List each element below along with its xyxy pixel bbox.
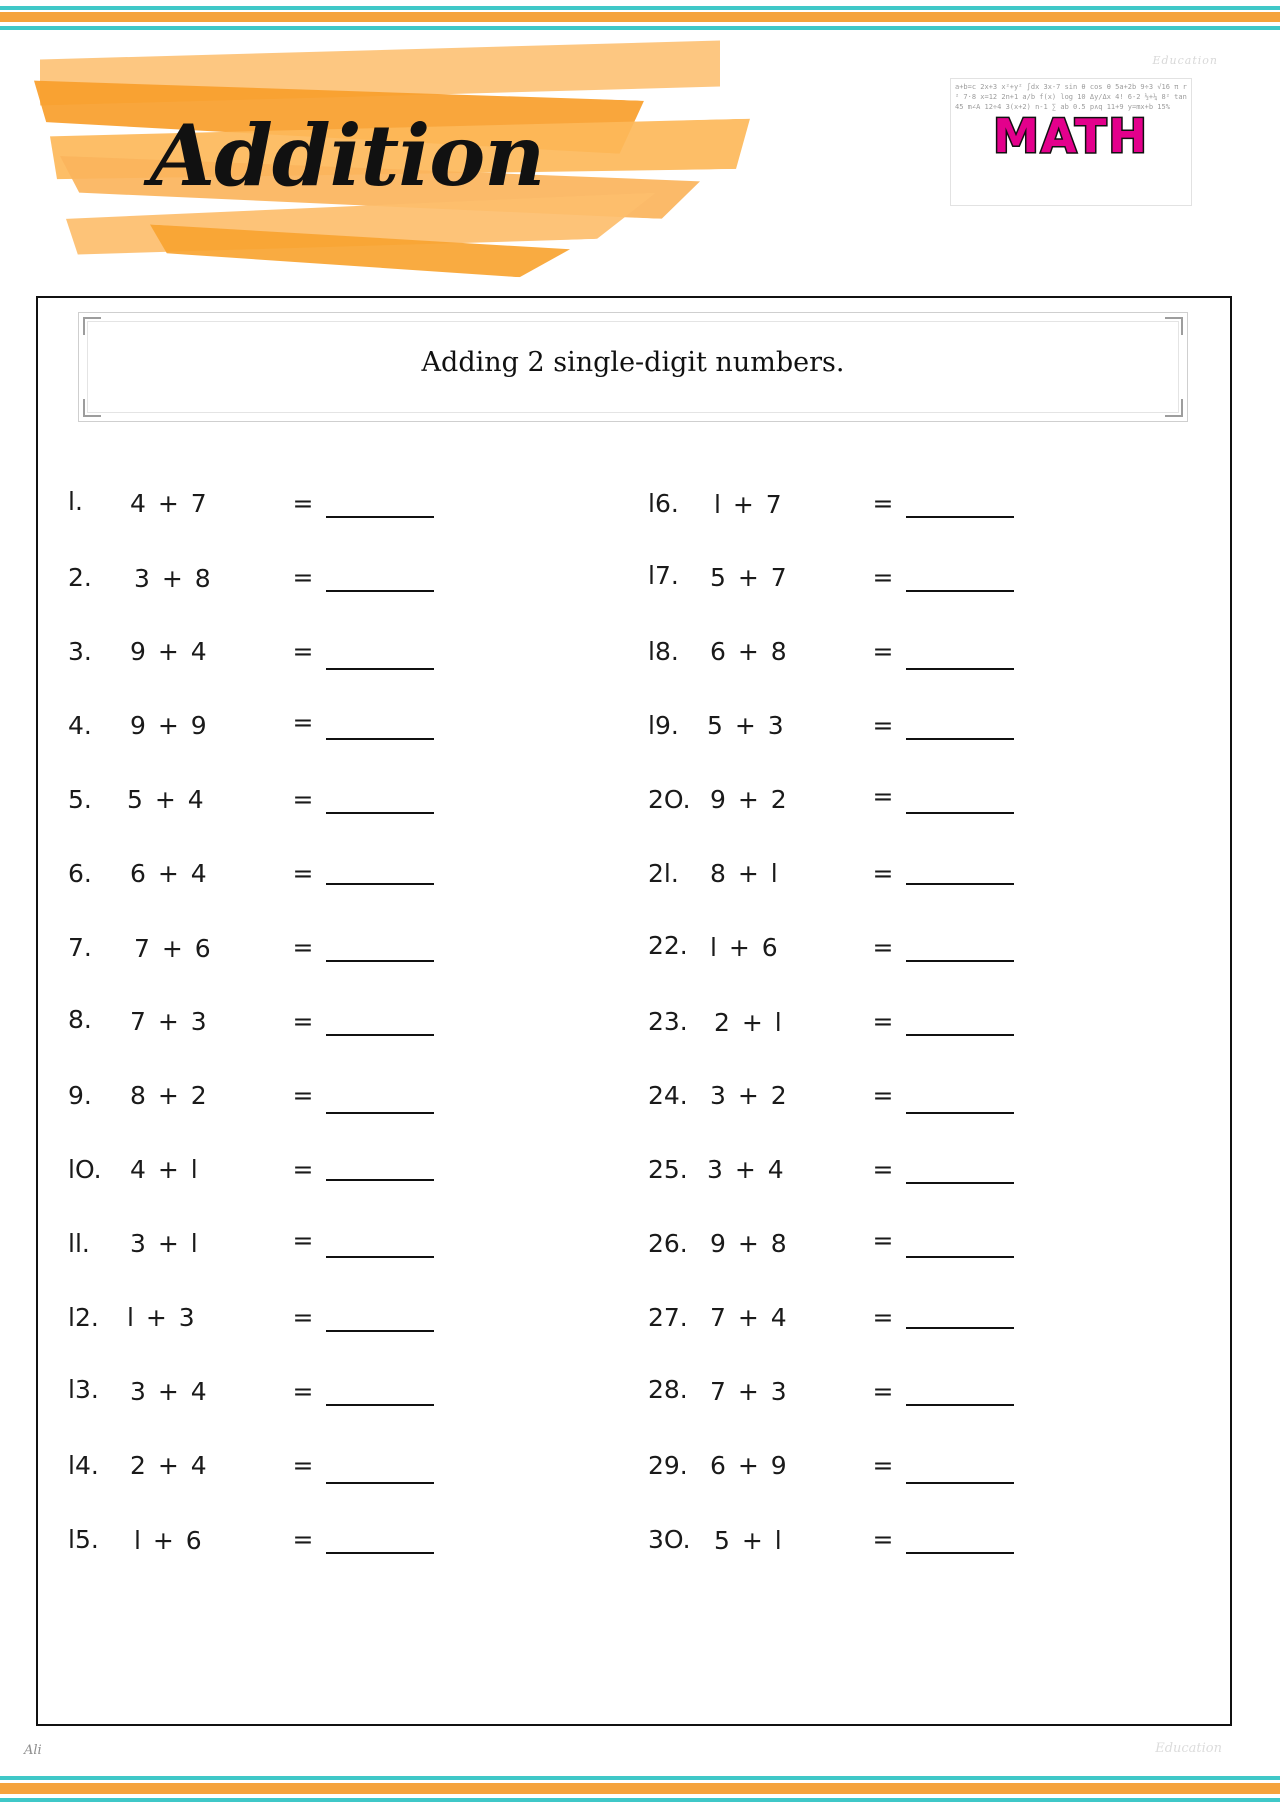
problem-row xyxy=(648,1110,1230,1184)
equals-sign: = xyxy=(872,1451,894,1480)
equals-sign: = xyxy=(292,1081,314,1110)
equals-sign: = xyxy=(872,1081,894,1110)
equals-sign: = xyxy=(292,489,314,518)
problem-expression: 7 + 6 xyxy=(134,934,213,963)
problem-expression: 2 + l xyxy=(714,1008,784,1037)
equals-sign: = xyxy=(872,1155,894,1184)
problem-expression: 7 + 3 xyxy=(710,1377,789,1406)
equals-sign: = xyxy=(872,1007,894,1036)
answer-blank[interactable] xyxy=(906,1376,1014,1406)
problem-row xyxy=(648,592,1230,666)
answer-blank[interactable] xyxy=(326,562,434,592)
problem-number: 27. xyxy=(648,1303,688,1332)
equals-sign: = xyxy=(292,637,314,666)
problem-row xyxy=(648,666,1230,740)
equals-sign: = xyxy=(872,563,894,592)
problem-expression: 5 + 4 xyxy=(127,785,206,814)
stripe-teal-top xyxy=(0,6,1280,10)
problem-expression: 5 + 3 xyxy=(707,711,786,740)
answer-blank[interactable] xyxy=(906,1228,1014,1258)
problem-expression: 6 + 4 xyxy=(130,859,209,888)
problem-number: l. xyxy=(68,487,83,516)
problem-number: 2l. xyxy=(648,859,679,888)
problem-number: 9. xyxy=(68,1081,92,1110)
problem-row xyxy=(648,814,1230,888)
brand-watermark: Education xyxy=(1152,54,1218,67)
problem-column-right xyxy=(634,444,1230,1554)
problem-expression: l + 6 xyxy=(134,1526,204,1555)
problem-expression: 9 + 2 xyxy=(710,785,789,814)
problem-number: 5. xyxy=(68,785,92,814)
equals-sign: = xyxy=(872,1303,894,1332)
problem-row xyxy=(648,1480,1230,1554)
answer-blank[interactable] xyxy=(906,1006,1014,1036)
problem-row xyxy=(68,1036,634,1110)
problem-row xyxy=(68,1110,634,1184)
equals-sign: = xyxy=(292,1007,314,1036)
answer-blank[interactable] xyxy=(326,855,434,885)
problem-expression: 9 + 9 xyxy=(130,711,209,740)
problem-number: l6. xyxy=(648,489,679,518)
stripe-teal-bottom-2 xyxy=(0,1798,1280,1802)
problem-expression: 3 + l xyxy=(130,1229,200,1258)
problem-row xyxy=(648,1036,1230,1110)
problem-number: 3. xyxy=(68,637,92,666)
problem-expression: 3 + 4 xyxy=(130,1377,209,1406)
equals-sign: = xyxy=(292,1525,314,1554)
problem-row xyxy=(648,888,1230,962)
problem-expression: 3 + 8 xyxy=(134,564,213,593)
answer-blank[interactable] xyxy=(906,855,1014,885)
problem-number: l5. xyxy=(68,1525,99,1554)
answer-blank[interactable] xyxy=(906,784,1014,814)
equals-sign: = xyxy=(872,489,894,518)
problem-expression: 4 + l xyxy=(130,1155,200,1184)
equals-sign: = xyxy=(292,1155,314,1184)
answer-blank[interactable] xyxy=(326,710,434,740)
equals-sign: = xyxy=(872,637,894,666)
problem-number: l7. xyxy=(648,561,679,590)
problem-row xyxy=(648,518,1230,592)
problem-expression: 4 + 7 xyxy=(130,489,209,518)
equals-sign: = xyxy=(292,1451,314,1480)
problem-row xyxy=(68,962,634,1036)
problem-number: 23. xyxy=(648,1007,688,1036)
problem-number: 24. xyxy=(648,1081,688,1110)
problem-number: 26. xyxy=(648,1229,688,1258)
problem-row xyxy=(68,1332,634,1406)
problem-number: 22. xyxy=(648,931,688,960)
stripe-orange-top xyxy=(0,12,1280,22)
problem-row xyxy=(648,1332,1230,1406)
problem-expression: l + 3 xyxy=(127,1303,197,1332)
answer-blank[interactable] xyxy=(326,1084,434,1114)
problem-number: l2. xyxy=(68,1303,99,1332)
problem-column-left xyxy=(38,444,634,1554)
answer-blank[interactable] xyxy=(906,1454,1014,1484)
problem-row xyxy=(68,444,634,518)
problem-row xyxy=(68,1406,634,1480)
math-scribbles: a+b=c 2x+3 x²+y² ∫dx 3x-7 sin θ cos θ 5a+2b 9÷3 √16 π r² 7·8 x=12 2n+1 a/b f(x) log 10 Δy/Δx 4! 6-2 ½+¼ 8² tan 45 m∠A 12÷4 3(x+2) n-1 ∑ ab 0.5 p∧q 11+9 y=mx+b 15% xyxy=(955,83,1187,111)
problem-row xyxy=(68,1258,634,1332)
answer-blank[interactable] xyxy=(326,1376,434,1406)
equals-sign: = xyxy=(292,933,314,962)
problem-number: 4. xyxy=(68,711,92,740)
problem-expression: 7 + 4 xyxy=(710,1303,789,1332)
problem-expression: 9 + 8 xyxy=(710,1229,789,1258)
problem-columns xyxy=(38,444,1230,1554)
answer-blank[interactable] xyxy=(326,1524,434,1554)
equals-sign: = xyxy=(872,859,894,888)
problem-number: l8. xyxy=(648,637,679,666)
equals-sign: = xyxy=(292,859,314,888)
signature-left: Ali xyxy=(24,1743,42,1758)
corner-bottom-left xyxy=(83,399,101,417)
equals-sign: = xyxy=(872,711,894,740)
problem-number: lO. xyxy=(68,1155,102,1184)
problem-row xyxy=(68,1480,634,1554)
equals-sign: = xyxy=(872,933,894,962)
corner-top-right xyxy=(1165,317,1183,335)
math-logo-word: MATH xyxy=(993,109,1149,163)
problem-number: 6. xyxy=(68,859,92,888)
answer-blank[interactable] xyxy=(906,1084,1014,1114)
problem-expression: 5 + 7 xyxy=(710,563,789,592)
answer-blank[interactable] xyxy=(906,640,1014,670)
answer-blank[interactable] xyxy=(906,1154,1014,1184)
corner-bottom-right xyxy=(1165,399,1183,417)
problem-expression: 5 + l xyxy=(714,1526,784,1555)
answer-blank[interactable] xyxy=(906,932,1014,962)
instruction-text: Adding 2 single-digit numbers. xyxy=(421,347,845,378)
problem-row xyxy=(648,444,1230,518)
math-logo xyxy=(950,78,1192,206)
problem-expression: 8 + 2 xyxy=(130,1081,209,1110)
problem-expression: 7 + 3 xyxy=(130,1007,209,1036)
problem-number: 8. xyxy=(68,1005,92,1034)
answer-blank[interactable] xyxy=(326,1151,434,1181)
answer-blank[interactable] xyxy=(906,1299,1014,1329)
problem-row xyxy=(648,740,1230,814)
problem-number: 2. xyxy=(68,563,92,592)
header-banner xyxy=(0,34,1280,264)
equals-sign: = xyxy=(872,1226,894,1255)
problem-row xyxy=(68,888,634,962)
problem-row xyxy=(648,962,1230,1036)
problem-row xyxy=(68,1184,634,1258)
problem-row xyxy=(648,1184,1230,1258)
problem-expression: 9 + 4 xyxy=(130,637,209,666)
problem-number: 29. xyxy=(648,1451,688,1480)
problem-number: 2O. xyxy=(648,785,691,814)
problem-number: l4. xyxy=(68,1451,99,1480)
answer-blank[interactable] xyxy=(906,562,1014,592)
problem-expression: 3 + 4 xyxy=(707,1155,786,1184)
problem-row xyxy=(68,814,634,888)
problem-row xyxy=(68,518,634,592)
answer-blank[interactable] xyxy=(326,784,434,814)
problem-row xyxy=(68,666,634,740)
answer-blank[interactable] xyxy=(906,1524,1014,1554)
problem-row xyxy=(648,1406,1230,1480)
answer-blank[interactable] xyxy=(906,488,1014,518)
instruction-box xyxy=(78,312,1188,422)
answer-blank[interactable] xyxy=(326,932,434,962)
answer-blank[interactable] xyxy=(326,488,434,518)
page-title: Addition xyxy=(150,106,545,205)
answer-blank[interactable] xyxy=(326,1454,434,1484)
bottom-border-stripes xyxy=(0,1764,1280,1810)
corner-top-left xyxy=(83,317,101,335)
equals-sign: = xyxy=(872,782,894,811)
problem-expression: 6 + 9 xyxy=(710,1451,789,1480)
stripe-teal-bottom xyxy=(0,1776,1280,1780)
equals-sign: = xyxy=(292,563,314,592)
problem-expression: 6 + 8 xyxy=(710,637,789,666)
problem-expression: 8 + l xyxy=(710,859,780,888)
problem-expression: 3 + 2 xyxy=(710,1081,789,1110)
stripe-orange-bottom xyxy=(0,1783,1280,1794)
equals-sign: = xyxy=(292,1226,314,1255)
answer-blank[interactable] xyxy=(326,1228,434,1258)
problem-expression: 2 + 4 xyxy=(130,1451,209,1480)
answer-blank[interactable] xyxy=(326,640,434,670)
equals-sign: = xyxy=(872,1525,894,1554)
equals-sign: = xyxy=(292,1377,314,1406)
equals-sign: = xyxy=(292,1303,314,1332)
stripe-teal-top-2 xyxy=(0,26,1280,30)
problem-number: 28. xyxy=(648,1375,688,1404)
answer-blank[interactable] xyxy=(326,1302,434,1332)
problem-row xyxy=(648,1258,1230,1332)
answer-blank[interactable] xyxy=(906,710,1014,740)
problem-expression: l + 7 xyxy=(714,490,784,519)
equals-sign: = xyxy=(292,785,314,814)
problem-row xyxy=(68,592,634,666)
equals-sign: = xyxy=(292,708,314,737)
answer-blank[interactable] xyxy=(326,1006,434,1036)
problem-number: l9. xyxy=(648,711,679,740)
signature-right: Education xyxy=(1155,1741,1222,1756)
equals-sign: = xyxy=(872,1377,894,1406)
worksheet-frame xyxy=(36,296,1232,1726)
problem-number: 7. xyxy=(68,933,92,962)
problem-number: 25. xyxy=(648,1155,688,1184)
problem-number: ll. xyxy=(68,1229,90,1258)
problem-row xyxy=(68,740,634,814)
problem-expression: l + 6 xyxy=(710,933,780,962)
problem-number: 3O. xyxy=(648,1525,691,1554)
problem-number: l3. xyxy=(68,1375,99,1404)
